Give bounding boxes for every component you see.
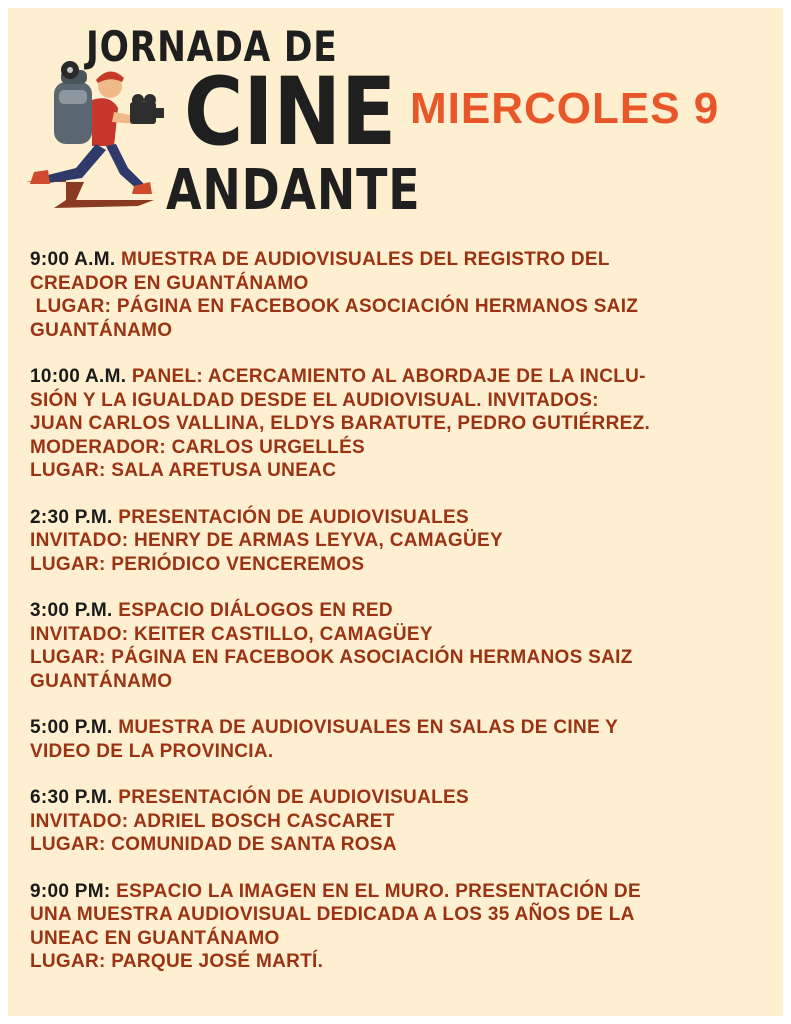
poster xyxy=(8,8,783,1016)
event-line: LUGAR: PÁGINA EN FACEBOOK ASOCIACIÓN HERMANOS SAIZ xyxy=(30,647,633,668)
event-time: 9:00 A.M. xyxy=(30,249,116,270)
event-line: GUANTÁNAMO xyxy=(30,670,173,692)
event-time: 6:30 P.M. xyxy=(30,787,113,808)
event-line: PRESENTACIÓN DE AUDIOVISUALES xyxy=(118,787,469,808)
event-2100 xyxy=(30,880,775,974)
event-line: UNA MUESTRA AUDIOVISUAL DEDICADA A LOS 35 AÑOS DE LA xyxy=(30,904,635,925)
event-line: LUGAR: PÁGINA EN FACEBOOK ASOCIACIÓN HERMANOS SAIZ xyxy=(30,296,639,317)
event-time: 10:00 A.M. xyxy=(30,366,127,387)
event-time: 9:00 PM: xyxy=(30,880,111,902)
event-line: MODERADOR: CARLOS URGELLÉS xyxy=(30,436,366,458)
event-line: JUAN CARLOS VALLINA, ELDYS BARATUTE, PEDRO GUTIÉRREZ. xyxy=(30,413,651,434)
event-line: CREADOR EN GUANTÁNAMO xyxy=(30,272,309,294)
event-line: LUGAR: COMUNIDAD DE SANTA ROSA xyxy=(30,834,397,855)
event-line: ESPACIO LA IMAGEN EN EL MURO. PRESENTACIÓN DE xyxy=(116,880,641,902)
event-line: MUESTRA DE AUDIOVISUALES EN SALAS DE CINE Y xyxy=(118,717,619,738)
event-line: INVITADO: ADRIEL BOSCH CASCARET xyxy=(30,810,395,832)
event-time: 2:30 P.M. xyxy=(30,506,113,528)
event-1700 xyxy=(30,716,775,763)
event-1000 xyxy=(30,365,775,483)
event-line: PANEL: ACERCAMIENTO AL ABORDAJE DE LA INCLU- xyxy=(131,366,646,387)
event-logo xyxy=(8,8,421,223)
event-line: MUESTRA DE AUDIOVISUALES DEL REGISTRO DEL xyxy=(121,249,610,270)
event-0900 xyxy=(30,248,775,342)
event-line: LUGAR: SALA ARETUSA UNEAC xyxy=(30,460,337,481)
event-line: VIDEO DE LA PROVINCIA. xyxy=(30,740,274,762)
logo-line-2: CINE xyxy=(184,58,397,167)
traveler-with-camera-icon xyxy=(26,50,176,218)
event-line: SIÓN Y LA IGUALDAD DESDE EL AUDIOVISUAL. INVITADOS: xyxy=(30,389,599,411)
event-1500 xyxy=(30,599,775,693)
event-line: ESPACIO DIÁLOGOS EN RED xyxy=(118,600,393,621)
event-line: INVITADO: HENRY DE ARMAS LEYVA, CAMAGÜEY xyxy=(30,530,503,551)
event-1430 xyxy=(30,506,775,577)
event-line: LUGAR: PARQUE JOSÉ MARTÍ. xyxy=(30,951,324,972)
event-line: LUGAR: PERIÓDICO VENCEREMOS xyxy=(30,553,365,575)
event-line: PRESENTACIÓN DE AUDIOVISUALES xyxy=(118,506,469,528)
event-1830 xyxy=(30,786,775,857)
logo-line-1: JORNADA DE xyxy=(86,22,338,71)
event-time: 3:00 P.M. xyxy=(30,600,113,621)
event-line: GUANTÁNAMO xyxy=(30,319,173,341)
logo-line-3: ANDANTE xyxy=(166,158,421,223)
event-time: 5:00 P.M. xyxy=(30,717,113,738)
event-line: INVITADO: KEITER CASTILLO, CAMAGÜEY xyxy=(30,623,433,645)
event-line: UNEAC EN GUANTÁNAMO xyxy=(30,927,280,949)
day-title: MIERCOLES 9 xyxy=(410,84,720,133)
schedule xyxy=(30,248,775,997)
